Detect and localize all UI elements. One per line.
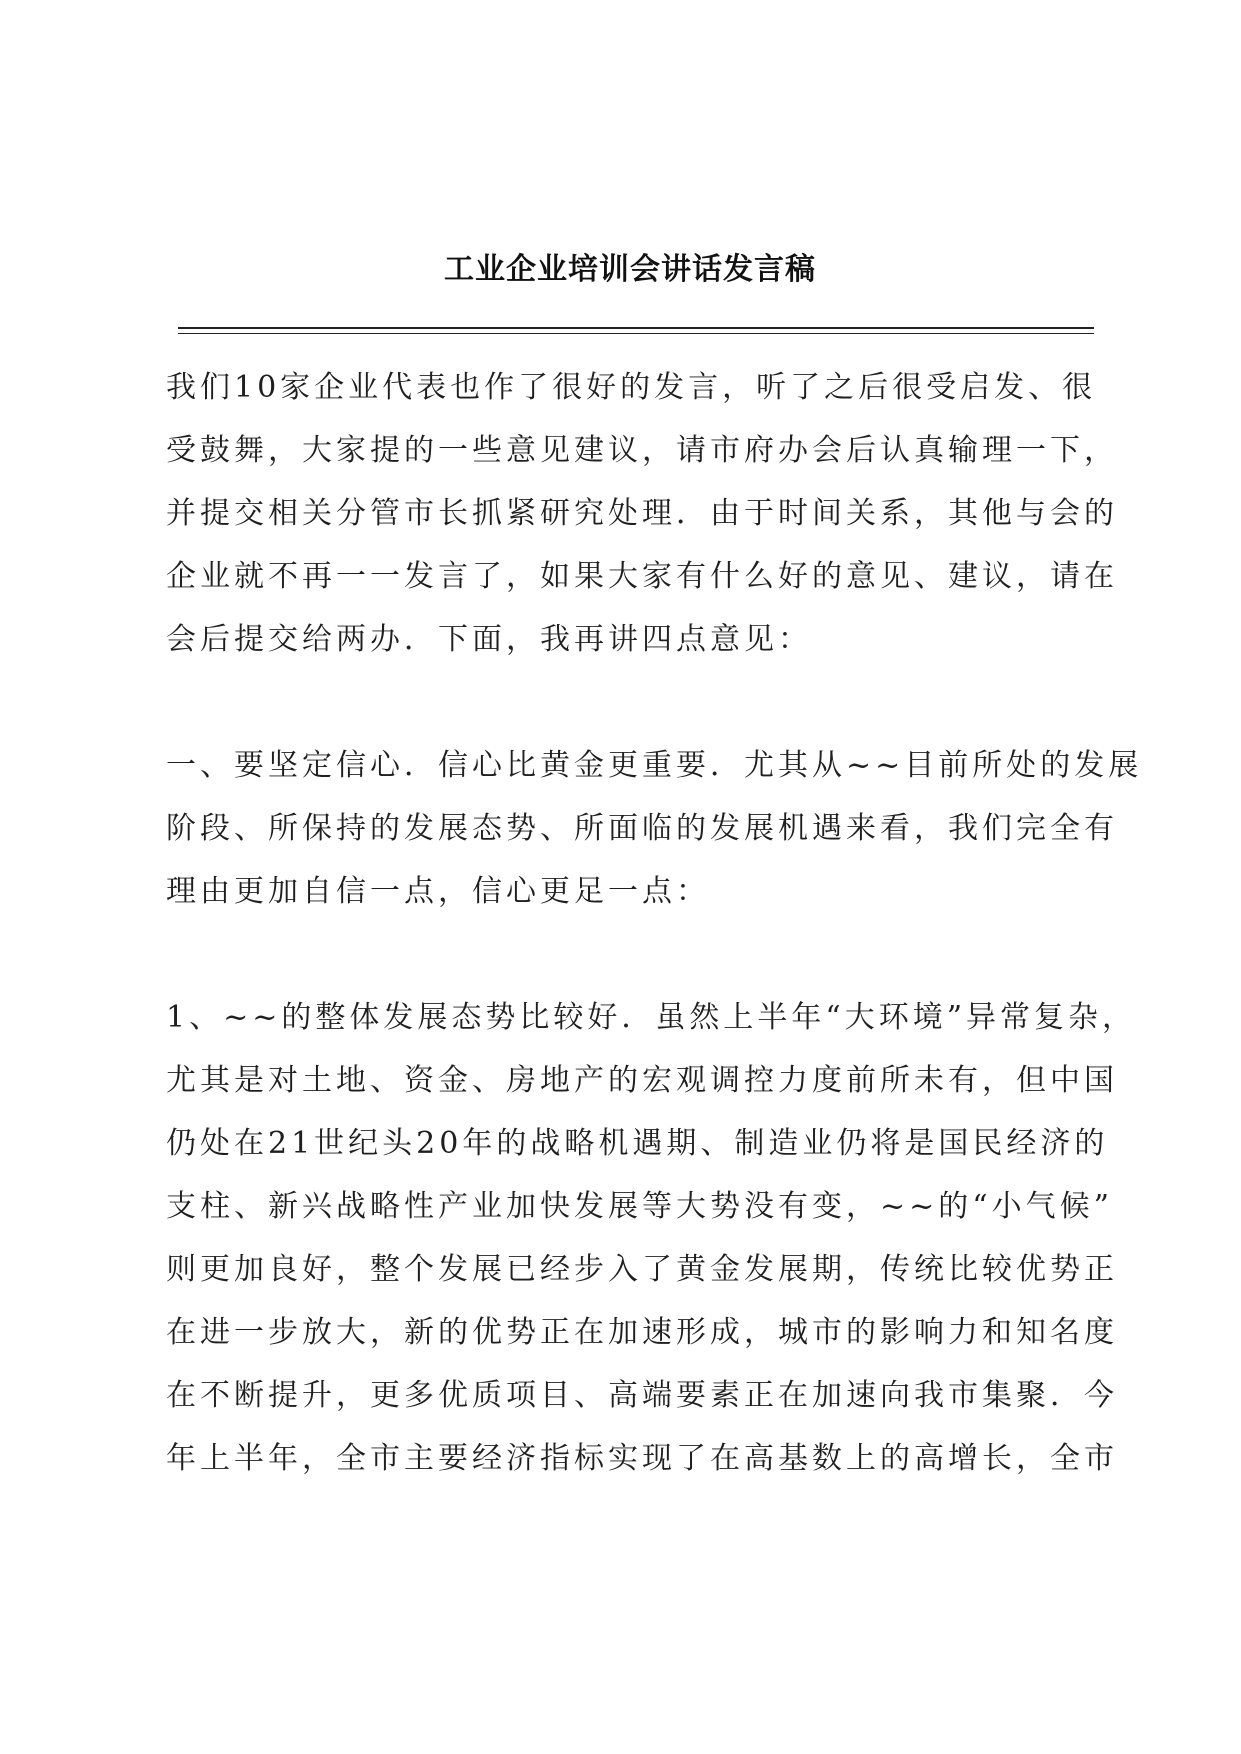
- text-line: 会后提交给两办．下面，我再讲四点意见：: [166, 622, 812, 657]
- title-rule-thin: [178, 333, 1094, 334]
- text-line: 仍处在21世纪头20年的战略机遇期、制造业仍将是国民经济的: [166, 1126, 1109, 1161]
- paragraph-point-one: [166, 986, 1137, 1490]
- paragraph-spacer: [166, 671, 1096, 734]
- text-line: 理由更加自信一点，信心更足一点：: [166, 874, 710, 909]
- text-line: 企业就不再一一发言了，如果大家有什么好的意见、建议，请在: [166, 559, 1118, 594]
- text-line: 我们10家企业代表也作了很好的发言，听了之后很受启发、很: [166, 370, 1097, 405]
- text-line: 阶段、所保持的发展态势、所面临的发展机遇来看，我们完全有: [166, 811, 1118, 846]
- text-line: 年上半年，全市主要经济指标实现了在高基数上的高增长，全市: [166, 1441, 1118, 1476]
- paragraph-intro: [166, 356, 1118, 671]
- text-line: 在不断提升，更多优质项目、高端要素正在加速向我市集聚．今: [166, 1378, 1118, 1413]
- text-line: 则更加良好，整个发展已经步入了黄金发展期，传统比较优势正: [166, 1252, 1118, 1287]
- paragraph-section-one: [166, 734, 1143, 923]
- title-rule-thick: [178, 327, 1094, 329]
- text-line: 受鼓舞，大家提的一些意见建议，请市府办会后认真输理一下，: [166, 433, 1118, 468]
- text-line: 支柱、新兴战略性产业加快发展等大势没有变，~~的“小气候”: [166, 1189, 1113, 1224]
- text-line: 尤其是对土地、资金、房地产的宏观调控力度前所未有，但中国: [166, 1063, 1118, 1098]
- page-title: 工业企业培训会讲话发言稿: [444, 252, 816, 287]
- text-line: 一、要坚定信心．信心比黄金更重要．尤其从~~目前所处的发展: [166, 748, 1143, 783]
- paragraph-spacer: [166, 923, 1096, 986]
- text-line: 在进一步放大，新的优势正在加速形成，城市的影响力和知名度: [166, 1315, 1118, 1350]
- text-line: 1、~~的整体发展态势比较好．虽然上半年“大环境”异常复杂，: [166, 1000, 1137, 1035]
- document-body: [166, 356, 1143, 1490]
- text-line: 并提交相关分管市长抓紧研究处理．由于时间关系，其他与会的: [166, 496, 1118, 531]
